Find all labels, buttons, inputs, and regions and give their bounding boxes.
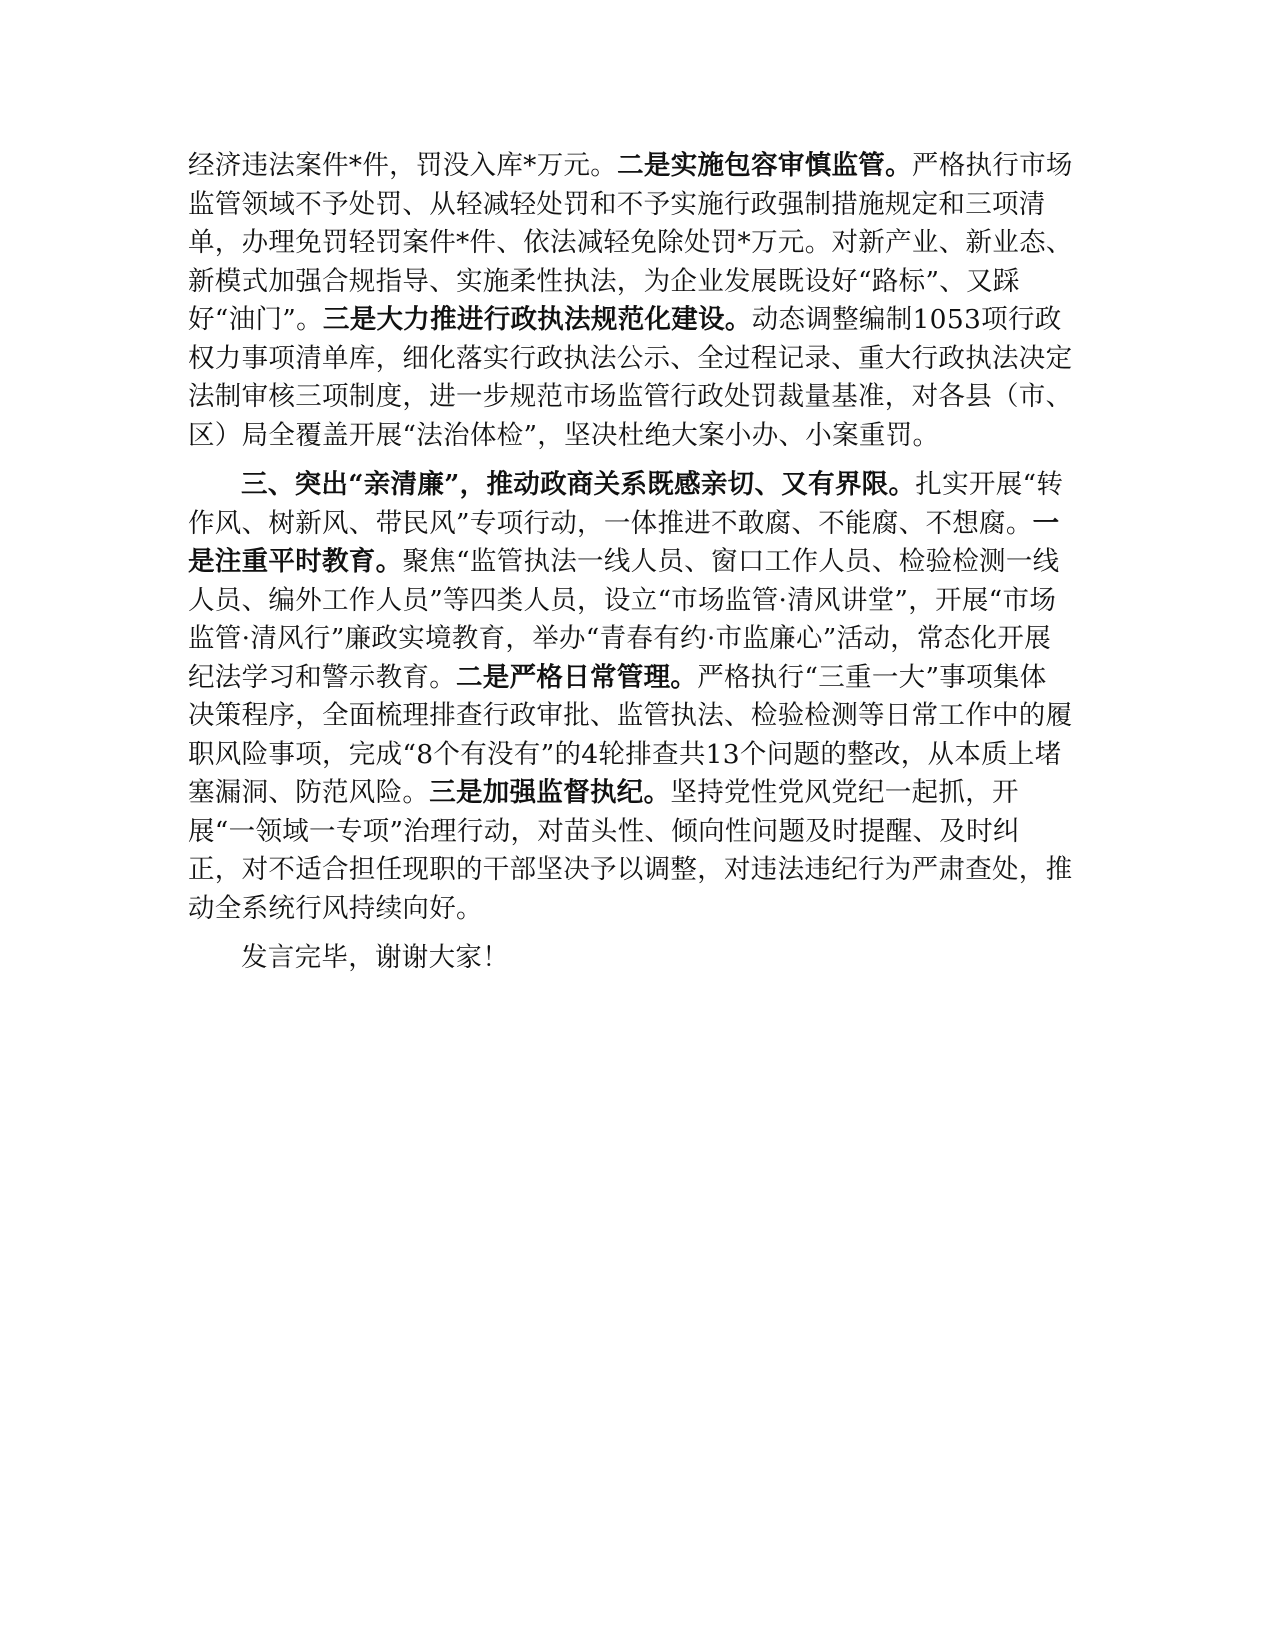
bold-heading-inclusive-supervision: 二是实施包容审慎监管。 bbox=[617, 150, 912, 181]
bold-heading-standardization: 三是大力推进行政执法规范化建设。 bbox=[322, 304, 752, 335]
text-run: 聚焦“监管执法一线人员、窗口工作人员、检验检测一线人员、编外工作人员”等四类人员，设立“市场监管·清风讲堂”，开展“市场监管·清风行”廉政实境教育，举办“青春有约·市监廉心”活动，常态化开展纪法学习和警示教育。 bbox=[188, 546, 1060, 693]
text-run: 经济违法案件*件，罚没入库*万元。 bbox=[188, 150, 618, 181]
text-run: 坚持党性党风党纪一起抓，开展“一领域一专项”治理行动，对苗头性、倾向性问题及时提醒、及时纠正，对不适合担任现职的干部坚决予以调整，对违法违纪行为严肃查处，推动全系统行风持续向好。 bbox=[188, 777, 1073, 924]
text-run: 动态调整编制1053项行政权力事项清单库，细化落实行政执法公示、全过程记录、重大行政执法决定法制审核三项制度，进一步规范市场监管行政处罚裁量基准，对各县（市、区）局全覆盖开展“法治体检”，坚决杜绝大案小办、小案重罚。 bbox=[188, 304, 1073, 451]
section-heading-three: 三、突出“亲清廉”，推动政商关系既感亲切、又有界限。 bbox=[241, 469, 916, 500]
text-run: 扎实开展“转作风、树新风、带民风”专项行动，一体推进不敢腐、不能腐、不想腐。 bbox=[188, 469, 1064, 539]
closing-remark: 发言完毕，谢谢大家！ bbox=[241, 942, 509, 973]
bold-heading-education: 一是注重平时教育。 bbox=[188, 507, 1060, 577]
paragraph-closing bbox=[188, 939, 1073, 978]
document-body bbox=[188, 147, 1073, 978]
text-run: 严格执行“三重一大”事项集体决策程序，全面梳理排查行政审批、监管执法、检验检测等日常工作中的履职风险事项，完成“8个有没有”的4轮排查共13个问题的整改，从本质上堵塞漏洞、防范风险。 bbox=[188, 661, 1073, 808]
text-run: 严格执行市场监管领域不予处罚、从轻减轻处罚和不予实施行政强制措施规定和三项清单，办理免罚轻罚案件*件、依法减轻免除处罚*万元。对新产业、新业态、新模式加强合规指导、实施柔性执法，为企业发展既设好“路标”、又踩好“油门”。 bbox=[188, 150, 1073, 335]
bold-heading-daily-management: 二是严格日常管理。 bbox=[456, 661, 698, 693]
bold-heading-supervision-discipline: 三是加强监督执纪。 bbox=[429, 777, 671, 808]
paragraph-section-three bbox=[188, 466, 1073, 928]
paragraph-enforcement-continued bbox=[188, 147, 1073, 455]
